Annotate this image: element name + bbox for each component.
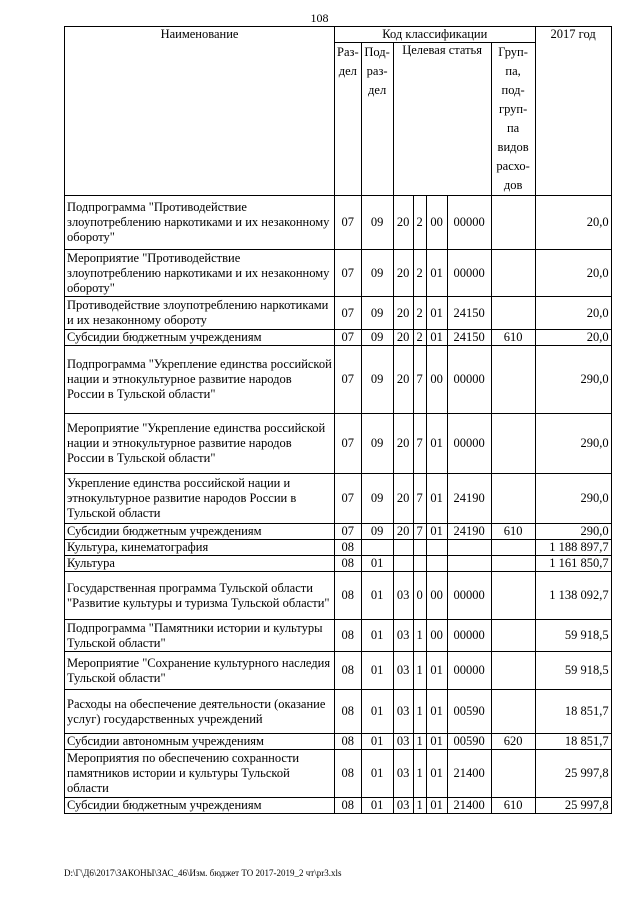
table-row bbox=[65, 414, 612, 474]
row-target-event: 01 bbox=[426, 474, 447, 524]
row-expense-group: 610 bbox=[491, 330, 535, 346]
row-target-program: 20 bbox=[393, 330, 413, 346]
row-target-subprogram bbox=[413, 540, 426, 556]
row-target-program: 03 bbox=[393, 690, 413, 734]
row-expense-group: 610 bbox=[491, 524, 535, 540]
row-expense-group bbox=[491, 540, 535, 556]
row-target-direction: 24150 bbox=[447, 297, 491, 330]
row-name: Субсидии бюджетным учреждениям bbox=[65, 330, 335, 346]
row-name: Мероприятие "Сохранение культурного наследия Тульской области" bbox=[65, 652, 335, 690]
row-target-event: 01 bbox=[426, 524, 447, 540]
row-subsection: 09 bbox=[361, 524, 393, 540]
row-target-direction: 21400 bbox=[447, 798, 491, 814]
header-row-1 bbox=[65, 27, 612, 43]
row-amount: 290,0 bbox=[535, 414, 611, 474]
row-target-subprogram: 1 bbox=[413, 798, 426, 814]
row-target-direction: 00590 bbox=[447, 734, 491, 750]
row-target-event: 01 bbox=[426, 330, 447, 346]
row-expense-group bbox=[491, 750, 535, 798]
row-target-direction: 00000 bbox=[447, 620, 491, 652]
table-row bbox=[65, 297, 612, 330]
row-name: Расходы на обеспечение деятельности (оказание услуг) государственных учреждений bbox=[65, 690, 335, 734]
table-row bbox=[65, 524, 612, 540]
row-name: Мероприятие "Противодействие злоупотреблению наркотиками и их незаконному обороту" bbox=[65, 250, 335, 297]
row-subsection: 09 bbox=[361, 196, 393, 250]
row-section: 07 bbox=[335, 346, 362, 414]
row-target-subprogram: 1 bbox=[413, 734, 426, 750]
row-subsection: 01 bbox=[361, 750, 393, 798]
row-subsection: 01 bbox=[361, 556, 393, 572]
row-target-subprogram: 1 bbox=[413, 652, 426, 690]
header-year: 2017 год bbox=[535, 27, 611, 196]
row-subsection: 01 bbox=[361, 690, 393, 734]
row-target-subprogram: 2 bbox=[413, 330, 426, 346]
row-amount: 290,0 bbox=[535, 346, 611, 414]
row-section: 08 bbox=[335, 798, 362, 814]
row-amount: 20,0 bbox=[535, 196, 611, 250]
header-name: Наименование bbox=[65, 27, 335, 196]
file-path-footer: D:\Г\Д6\2017\ЗАКОНЫ\ЗАС_46\Изм. бюджет ТО 2017-2019_2 чт\pr3.xls bbox=[64, 868, 342, 878]
row-section: 07 bbox=[335, 196, 362, 250]
table-row bbox=[65, 572, 612, 620]
row-target-event: 00 bbox=[426, 572, 447, 620]
row-subsection: 01 bbox=[361, 652, 393, 690]
row-target-subprogram: 0 bbox=[413, 572, 426, 620]
row-name: Государственная программа Тульской области "Развитие культуры и туризма Тульской области" bbox=[65, 572, 335, 620]
row-target-event bbox=[426, 540, 447, 556]
row-subsection bbox=[361, 540, 393, 556]
row-target-direction bbox=[447, 540, 491, 556]
row-expense-group bbox=[491, 250, 535, 297]
row-expense-group bbox=[491, 196, 535, 250]
row-section: 08 bbox=[335, 652, 362, 690]
row-expense-group bbox=[491, 620, 535, 652]
row-subsection: 01 bbox=[361, 620, 393, 652]
table-row bbox=[65, 196, 612, 250]
row-name: Культура bbox=[65, 556, 335, 572]
row-target-program: 20 bbox=[393, 297, 413, 330]
row-target-event: 01 bbox=[426, 750, 447, 798]
row-section: 07 bbox=[335, 474, 362, 524]
row-target-program: 03 bbox=[393, 798, 413, 814]
row-section: 08 bbox=[335, 540, 362, 556]
row-target-direction: 21400 bbox=[447, 750, 491, 798]
row-target-program: 03 bbox=[393, 652, 413, 690]
row-section: 07 bbox=[335, 524, 362, 540]
row-target-subprogram: 7 bbox=[413, 414, 426, 474]
row-target-direction: 00000 bbox=[447, 196, 491, 250]
page-number: 108 bbox=[310, 11, 329, 25]
row-amount: 1 138 092,7 bbox=[535, 572, 611, 620]
row-section: 07 bbox=[335, 330, 362, 346]
header-subsection: Под- раз- дел bbox=[361, 43, 393, 196]
row-target-program: 03 bbox=[393, 620, 413, 652]
row-expense-group bbox=[491, 572, 535, 620]
row-section: 08 bbox=[335, 690, 362, 734]
row-target-program bbox=[393, 556, 413, 572]
row-target-subprogram: 1 bbox=[413, 750, 426, 798]
row-subsection: 09 bbox=[361, 474, 393, 524]
row-amount: 18 851,7 bbox=[535, 734, 611, 750]
row-target-program: 03 bbox=[393, 572, 413, 620]
row-target-direction: 00590 bbox=[447, 690, 491, 734]
row-subsection: 09 bbox=[361, 330, 393, 346]
row-target-subprogram: 2 bbox=[413, 250, 426, 297]
row-target-program: 20 bbox=[393, 346, 413, 414]
row-target-event: 01 bbox=[426, 652, 447, 690]
row-target-direction: 00000 bbox=[447, 572, 491, 620]
row-target-program: 20 bbox=[393, 414, 413, 474]
table-row bbox=[65, 540, 612, 556]
row-target-subprogram: 7 bbox=[413, 346, 426, 414]
row-subsection: 09 bbox=[361, 346, 393, 414]
row-section: 08 bbox=[335, 572, 362, 620]
table-row bbox=[65, 330, 612, 346]
row-section: 08 bbox=[335, 620, 362, 652]
row-target-event: 00 bbox=[426, 620, 447, 652]
row-target-subprogram: 1 bbox=[413, 620, 426, 652]
row-target-direction: 00000 bbox=[447, 346, 491, 414]
row-amount: 20,0 bbox=[535, 297, 611, 330]
row-target-program: 20 bbox=[393, 524, 413, 540]
table-row bbox=[65, 250, 612, 297]
table-row bbox=[65, 798, 612, 814]
row-subsection: 09 bbox=[361, 414, 393, 474]
row-name: Противодействие злоупотреблению наркотиками и их незаконному обороту bbox=[65, 297, 335, 330]
row-target-program: 03 bbox=[393, 734, 413, 750]
row-amount: 25 997,8 bbox=[535, 750, 611, 798]
table-row bbox=[65, 620, 612, 652]
table-row bbox=[65, 690, 612, 734]
row-target-direction: 24190 bbox=[447, 474, 491, 524]
row-section: 08 bbox=[335, 750, 362, 798]
row-target-event: 01 bbox=[426, 734, 447, 750]
table-row bbox=[65, 652, 612, 690]
row-name: Субсидии автономным учреждениям bbox=[65, 734, 335, 750]
row-name: Субсидии бюджетным учреждениям bbox=[65, 524, 335, 540]
row-target-direction bbox=[447, 556, 491, 572]
row-section: 08 bbox=[335, 556, 362, 572]
row-section: 07 bbox=[335, 250, 362, 297]
row-subsection: 01 bbox=[361, 734, 393, 750]
row-target-program bbox=[393, 540, 413, 556]
row-subsection: 01 bbox=[361, 572, 393, 620]
row-section: 08 bbox=[335, 734, 362, 750]
row-target-subprogram bbox=[413, 556, 426, 572]
row-subsection: 09 bbox=[361, 250, 393, 297]
row-target-event: 01 bbox=[426, 798, 447, 814]
row-expense-group bbox=[491, 474, 535, 524]
table-row bbox=[65, 750, 612, 798]
row-name: Мероприятие "Укрепление единства российской нации и этнокультурное развитие народов России в Тульской области" bbox=[65, 414, 335, 474]
row-name: Укрепление единства российской нации и этнокультурное развитие народов России в Тульской области bbox=[65, 474, 335, 524]
row-expense-group: 610 bbox=[491, 798, 535, 814]
row-target-event: 01 bbox=[426, 250, 447, 297]
row-target-direction: 00000 bbox=[447, 652, 491, 690]
row-target-program: 03 bbox=[393, 750, 413, 798]
row-amount: 59 918,5 bbox=[535, 620, 611, 652]
row-target-direction: 00000 bbox=[447, 414, 491, 474]
row-expense-group bbox=[491, 297, 535, 330]
row-name: Мероприятия по обеспечению сохранности памятников истории и культуры Тульской области bbox=[65, 750, 335, 798]
row-amount: 1 161 850,7 bbox=[535, 556, 611, 572]
row-section: 07 bbox=[335, 297, 362, 330]
table-row bbox=[65, 346, 612, 414]
row-amount: 290,0 bbox=[535, 474, 611, 524]
table-row bbox=[65, 734, 612, 750]
row-name: Подпрограмма "Укрепление единства российской нации и этнокультурное развитие народов России в Тульской области" bbox=[65, 346, 335, 414]
header-target: Целевая статья bbox=[393, 43, 491, 196]
row-target-event bbox=[426, 556, 447, 572]
row-target-event: 00 bbox=[426, 346, 447, 414]
row-name: Подпрограмма "Памятники истории и культуры Тульской области" bbox=[65, 620, 335, 652]
row-amount: 25 997,8 bbox=[535, 798, 611, 814]
row-target-event: 00 bbox=[426, 196, 447, 250]
row-target-program: 20 bbox=[393, 474, 413, 524]
row-amount: 290,0 bbox=[535, 524, 611, 540]
row-expense-group bbox=[491, 652, 535, 690]
row-name: Культура, кинематография bbox=[65, 540, 335, 556]
row-target-subprogram: 7 bbox=[413, 524, 426, 540]
row-target-direction: 24150 bbox=[447, 330, 491, 346]
table-row bbox=[65, 474, 612, 524]
row-amount: 20,0 bbox=[535, 330, 611, 346]
table-row bbox=[65, 556, 612, 572]
row-amount: 20,0 bbox=[535, 250, 611, 297]
header-section: Раз- дел bbox=[335, 43, 362, 196]
budget-table bbox=[64, 26, 612, 814]
row-target-subprogram: 1 bbox=[413, 690, 426, 734]
row-name: Субсидии бюджетным учреждениям bbox=[65, 798, 335, 814]
row-expense-group bbox=[491, 414, 535, 474]
row-amount: 18 851,7 bbox=[535, 690, 611, 734]
header-code: Код классификации bbox=[335, 27, 536, 43]
row-amount: 59 918,5 bbox=[535, 652, 611, 690]
row-name: Подпрограмма "Противодействие злоупотреблению наркотиками и их незаконному обороту" bbox=[65, 196, 335, 250]
row-target-subprogram: 7 bbox=[413, 474, 426, 524]
row-subsection: 09 bbox=[361, 297, 393, 330]
row-amount: 1 188 897,7 bbox=[535, 540, 611, 556]
row-target-subprogram: 2 bbox=[413, 297, 426, 330]
row-expense-group: 620 bbox=[491, 734, 535, 750]
row-expense-group bbox=[491, 556, 535, 572]
header-group: Груп- па, под- груп- па видов расхо- дов bbox=[491, 43, 535, 196]
row-target-event: 01 bbox=[426, 690, 447, 734]
row-section: 07 bbox=[335, 414, 362, 474]
row-target-direction: 00000 bbox=[447, 250, 491, 297]
row-expense-group bbox=[491, 346, 535, 414]
row-target-program: 20 bbox=[393, 196, 413, 250]
row-subsection: 01 bbox=[361, 798, 393, 814]
row-target-event: 01 bbox=[426, 414, 447, 474]
row-target-subprogram: 2 bbox=[413, 196, 426, 250]
row-expense-group bbox=[491, 690, 535, 734]
row-target-event: 01 bbox=[426, 297, 447, 330]
row-target-program: 20 bbox=[393, 250, 413, 297]
row-target-direction: 24190 bbox=[447, 524, 491, 540]
